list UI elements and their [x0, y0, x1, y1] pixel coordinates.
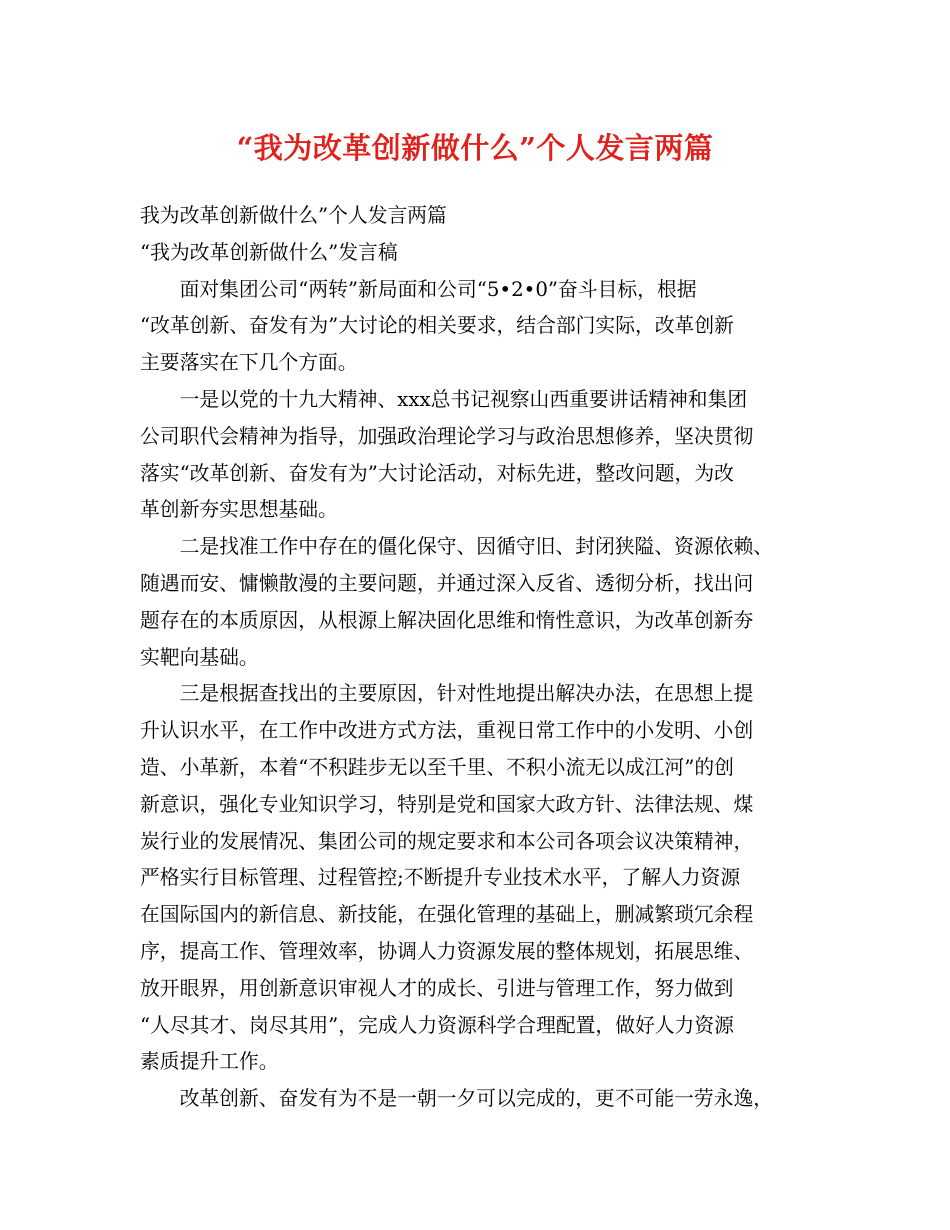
- text-line: 题存在的本质原因，从根源上解决固化思维和惰性意识，为改革创新夯: [140, 608, 754, 632]
- text-line: “人尽其才、岗尽其用”，完成人力资源科学合理配置，做好人力资源: [140, 1013, 734, 1037]
- text-line: 一是以党的十九大精神、xxx总书记视察山西重要讲话精神和集团: [140, 387, 748, 411]
- text-line: 在国际国内的新信息、新技能，在强化管理的基础上，删减繁琐冗余程: [140, 903, 754, 927]
- text-line: 改革创新、奋发有为不是一朝一夕可以完成的，更不可能一劳永逸，: [140, 1087, 774, 1111]
- text-line: 二是找准工作中存在的僵化保守、因循守旧、封闭狭隘、资源依赖、: [140, 535, 774, 559]
- text-line: “我为改革创新做什么”发言稿: [140, 240, 398, 264]
- text-line: 新意识，强化专业知识学习，特别是党和国家大政方针、法律法规、煤: [140, 792, 754, 816]
- text-line: 面对集团公司“两转”新局面和公司“5•2•0”奋斗目标，根据: [140, 277, 697, 301]
- text-line: 实靶向基础。: [140, 645, 259, 669]
- text-line: 公司职代会精神为指导，加强政治理论学习与政治思想修养，坚决贯彻: [140, 424, 754, 448]
- text-line: 严格实行目标管理、过程管控;不断提升专业技术水平，了解人力资源: [140, 866, 741, 890]
- text-line: 主要落实在下几个方面。: [140, 351, 358, 375]
- text-line: 我为改革创新做什么”个人发言两篇: [140, 204, 447, 227]
- document-title: “我为改革创新做什么”个人发言两篇: [236, 131, 714, 165]
- text-line: 放开眼界，用创新意识审视人才的成长、引进与管理工作，努力做到: [140, 976, 734, 1000]
- text-line: 随遇而安、慵懒散漫的主要问题，并通过深入反省、透彻分析，找出问: [140, 571, 754, 595]
- text-line: 革创新夯实思想基础。: [140, 498, 338, 522]
- text-line: 素质提升工作。: [140, 1050, 279, 1074]
- text-line: 升认识水平，在工作中改进方式方法，重视日常工作中的小发明、小创: [140, 719, 754, 743]
- text-line: 落实“改革创新、奋发有为”大讨论活动，对标先进，整改问题，为改: [140, 461, 734, 485]
- document-body: [140, 198, 830, 1118]
- text-line: 三是根据查找出的主要原因，针对性地提出解决办法，在思想上提: [140, 682, 754, 706]
- text-line: “改革创新、奋发有为”大讨论的相关要求，结合部门实际，改革创新: [140, 314, 734, 338]
- text-line: 炭行业的发展情况、集团公司的规定要求和本公司各项会议决策精神，: [140, 829, 754, 853]
- text-line: 造、小革新，本着“不积跬步无以至千里、不积小流无以成江河”的创: [140, 755, 734, 779]
- text-line: 序，提高工作、管理效率，协调人力资源发展的整体规划，拓展思维、: [140, 939, 754, 963]
